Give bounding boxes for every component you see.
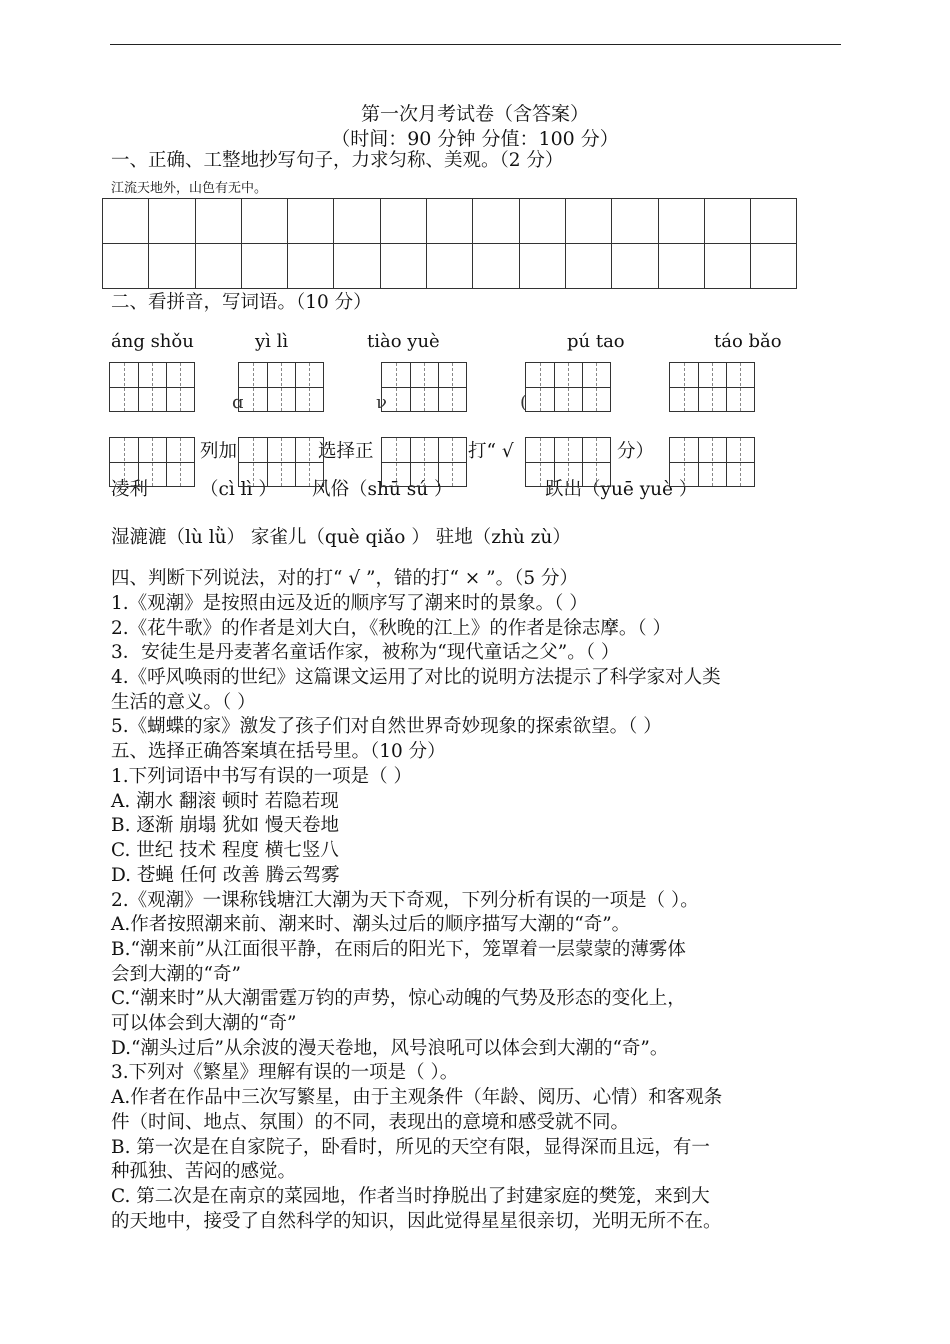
box-midline (239, 387, 323, 388)
writing-cell[interactable] (565, 199, 611, 244)
writing-cell[interactable] (380, 244, 426, 289)
section5-line: 件（时间、地点、氛围）的不同，表现出的意境和感受就不同。 (111, 1111, 630, 1133)
writing-cell[interactable] (658, 244, 704, 289)
section5-line: 1.下列词语中书写有误的一项是（ ） (111, 766, 413, 787)
box-midline (239, 462, 323, 463)
writing-cell[interactable] (334, 244, 380, 289)
section3-word-1: 凌利 (111, 479, 149, 500)
pinyin-answer-box[interactable] (525, 362, 611, 412)
section3-pinyin-1: （cì lì ） (200, 479, 277, 500)
section5-line: 2.《观潮》一课称钱塘江大潮为天下奇观，下列分析有误的一项是（ ）。 (111, 889, 699, 911)
section5-line: A. 潮水 翻滚 顿时 若隐若现 (111, 790, 339, 812)
writing-cell[interactable] (334, 199, 380, 244)
box-midline (110, 462, 194, 463)
section5-line: B. 逐渐 崩塌 犹如 慢天卷地 (111, 815, 339, 837)
writing-cell[interactable] (241, 244, 287, 289)
pinyin-answer-box[interactable] (109, 362, 195, 412)
section5-line: D. 苍蝇 任何 改善 腾云驾雾 (111, 864, 340, 886)
writing-grid (102, 198, 797, 289)
pinyin-answer-box[interactable] (525, 437, 611, 487)
section4-item-5: 5.《蝴蝶的家》激发了孩子们对自然世界奇妙现象的探索欲望。（ ） (111, 716, 662, 737)
section4-item-4b: 生活的意义。（ ） (111, 692, 256, 713)
writing-cell[interactable] (427, 199, 473, 244)
section5-line: C. 第二次是在南京的菜园地，作者当时挣脱出了封建家庭的樊笼，来到大 (111, 1185, 710, 1207)
box-midline (670, 462, 754, 463)
section5-line: B.“潮来前”从江面很平静，在雨后的阳光下，笼罩着一层蒙蒙的薄雾体 (111, 938, 686, 960)
section4-item-4: 4.《呼风唤雨的世纪》这篇课文运用了对比的说明方法提示了科学家对人类 (111, 667, 721, 688)
box-midline (382, 462, 466, 463)
box-midline (110, 387, 194, 388)
section3-word-3: 跃出（yuē yuè ） (545, 479, 698, 500)
writing-cell[interactable] (565, 244, 611, 289)
writing-cell[interactable] (103, 199, 149, 244)
overlap-fragment-1: ɑ (232, 392, 244, 413)
section1-heading: 一、正确、工整地抄写句子，力求匀称、美观。（2 分） (111, 150, 564, 171)
writing-cell[interactable] (751, 199, 797, 244)
box-midline (526, 462, 610, 463)
overlap-fragment-3: ( (520, 392, 528, 413)
pinyin-answer-box[interactable] (109, 437, 195, 487)
writing-cell[interactable] (519, 199, 565, 244)
section5-line: D.“潮头过后”从余波的漫天卷地，风号浪吼可以体会到大潮的“奇”。 (111, 1037, 669, 1059)
section2-heading: 二、看拼音，写词语。（10 分） (111, 292, 372, 313)
writing-cell[interactable] (473, 244, 519, 289)
writing-cell[interactable] (380, 199, 426, 244)
top-rule (110, 44, 841, 45)
writing-cell[interactable] (519, 244, 565, 289)
section3-fragment-3: 打“ √ (468, 441, 514, 462)
section3-fragment-2: 选择正 (318, 441, 374, 462)
section5-line: 的天地中，接受了自然科学的知识，因此觉得星星很亲切，光明无所不在。 (111, 1210, 722, 1232)
section4-item-3: 3．安徒生是丹麦著名童话作家，被称为“现代童话之父”。（ ） (111, 642, 620, 663)
section5-line: 可以体会到大潮的“奇” (111, 1013, 297, 1034)
section4-item-1: 1.《观潮》是按照由远及近的顺序写了潮来时的景象。（ ） (111, 593, 588, 614)
overlap-fragment-2: ν (376, 392, 387, 413)
writing-cell[interactable] (288, 244, 334, 289)
pinyin-4: pú tao (567, 331, 625, 352)
box-midline (382, 387, 466, 388)
section5-line: 3.下列对《繁星》理解有误的一项是（ ）。 (111, 1062, 459, 1084)
pinyin-answer-box[interactable] (381, 437, 467, 487)
writing-cell[interactable] (612, 244, 658, 289)
section1-sentence: 江流天地外，山色有无中。 (111, 181, 268, 196)
writing-cell[interactable] (751, 244, 797, 289)
writing-cell[interactable] (241, 199, 287, 244)
writing-cell[interactable] (473, 199, 519, 244)
writing-cell[interactable] (149, 244, 195, 289)
writing-cell[interactable] (704, 244, 750, 289)
writing-cell[interactable] (288, 199, 334, 244)
section3-row2: 湿漉漉（lù lǜ） 家雀儿（què qiǎo ） 驻地（zhù zù） (111, 527, 571, 548)
writing-cell[interactable] (704, 199, 750, 244)
writing-cell[interactable] (427, 244, 473, 289)
exam-subtitle: （时间：90 分钟 分值：100 分） (331, 128, 619, 150)
writing-cell[interactable] (195, 244, 241, 289)
writing-cell[interactable] (149, 199, 195, 244)
pinyin-answer-box[interactable] (238, 437, 324, 487)
section5-line: 种孤独、苦闷的感觉。 (111, 1161, 297, 1183)
pinyin-2: yì lì (255, 331, 289, 352)
writing-cell[interactable] (195, 199, 241, 244)
writing-cell[interactable] (103, 244, 149, 289)
section3-fragment-1: 列加 (200, 441, 238, 462)
section5-line: A.作者按照潮来前、潮来时、潮头过后的顺序描写大潮的“奇”。 (111, 914, 631, 936)
section5-line: A.作者在作品中三次写繁星，由于主观条件（年龄、阅历、心情）和客观条 (111, 1087, 723, 1109)
box-midline (526, 387, 610, 388)
section5-line: 会到大潮的“奇” (111, 963, 241, 985)
pinyin-answer-box[interactable] (238, 362, 324, 412)
section5-line: B. 第一次是在自家院子，卧看时，所见的天空有限，显得深而且远，有一 (111, 1136, 710, 1158)
section4-heading: 四、判断下列说法，对的打“ √ ”，错的打“ × ”。（5 分） (111, 568, 579, 589)
pinyin-answer-box[interactable] (381, 362, 467, 412)
section5-line: C.“潮来时”从大潮雷霆万钧的声势，惊心动魄的气势及形态的变化上， (111, 988, 686, 1010)
pinyin-answer-box[interactable] (669, 437, 755, 487)
section5-heading: 五、选择正确答案填在括号里。（10 分） (111, 741, 446, 762)
pinyin-answer-box[interactable] (669, 362, 755, 412)
writing-cell[interactable] (658, 199, 704, 244)
box-midline (670, 387, 754, 388)
exam-title: 第一次月考试卷（含答案） (360, 103, 589, 125)
writing-cell[interactable] (612, 199, 658, 244)
section3-fragment-4: 分） (617, 441, 655, 462)
section3-word-2: 风俗（shū sú ） (312, 479, 453, 500)
pinyin-3: tiào yuè (367, 331, 440, 352)
section5-line: C. 世纪 技术 程度 横七竖八 (111, 840, 339, 862)
section4-item-2: 2.《花牛歌》的作者是刘大白，《秋晚的江上》的作者是徐志摩。（ ） (111, 618, 672, 639)
pinyin-1: áng shǒu (111, 331, 194, 352)
pinyin-5: táo bǎo (714, 331, 782, 352)
